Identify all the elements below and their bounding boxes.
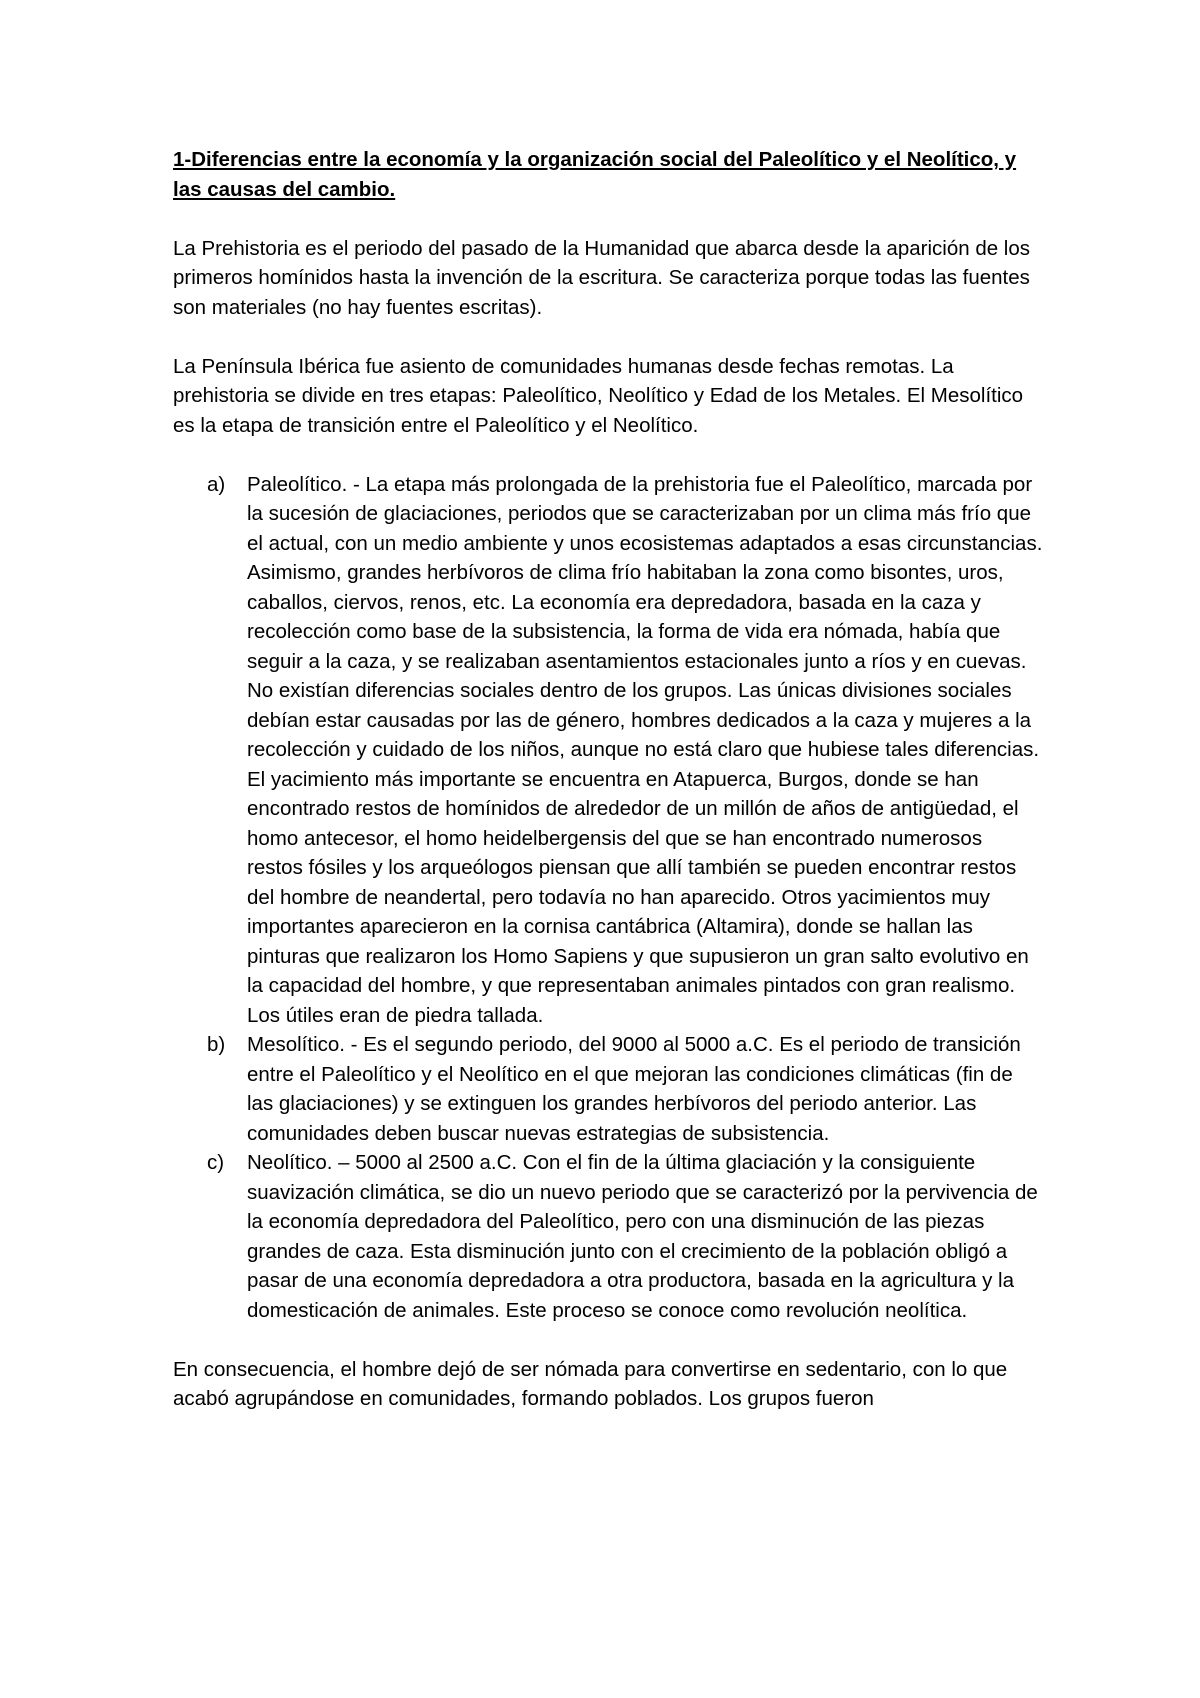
list-item-paleolitico [173,470,1043,1031]
intro-paragraph-prehistoria: La Prehistoria es el periodo del pasado de la Humanidad que abarca desde la aparición de los primeros homínidos hasta la invención de la escritura. Se caracteriza porque todas las fuentes son materiales (no hay fuentes escritas). [173,236,1031,319]
list-item-mesolitico [173,1030,1043,1148]
intro-paragraph-peninsula: La Península Ibérica fue asiento de comunidades humanas desde fechas remotas. La prehistoria se divide en tres etapas: Paleolítico, Neolítico y Edad de los Metales. El Mesolítico es la etapa de transición entre el Paleolítico y el Neolítico. [173,354,1024,437]
closing-paragraph: En consecuencia, el hombre dejó de ser nómada para convertirse en sedentario, con lo que acabó agrupándose en comunidades, formando poblados. Los grupos fueron [173,1357,1008,1410]
list-marker: a) [207,472,226,496]
list-item-text: Neolítico. – 5000 al 2500 a.C. Con el fin de la última glaciación y la consiguiente suavización climática, se dio un nuevo periodo que se caracterizó por la pervivencia de la economía depredadora del Paleolítico, pero con una disminución de las piezas grandes de caza. Esta disminución junto con el crecimiento de la población obligó a pasar de una economía depredadora a otra productora, basada en la agricultura y la domesticación de animales. Este proceso se conoce como revolución neolítica. [247,1151,1038,1322]
document-body [173,145,1043,1414]
list-marker: b) [207,1033,226,1056]
list-item-text: Mesolítico. - Es el segundo periodo, del 9000 al 5000 a.C. Es el periodo de transición entre el Paleolítico y el Neolítico en el que mejoran las condiciones climáticas (fin de las glaciaciones) y se extinguen los grandes herbívoros del periodo anterior. Las comunidades deben buscar nuevas estrategias de subsistencia. [247,1033,1021,1145]
list-item-text: Paleolítico. - La etapa más prolongada de la prehistoria fue el Paleolítico, marcada por la sucesión de glaciaciones, periodos que se caracterizaban por un clima más frío que el actual, con un medio ambiente y unos ecosistemas adaptados a esas circunstancias. Asimismo, grandes herbívoros de clima frío habitaban la zona como bisontes, uros, caballos, ciervos, renos, etc. La economía era depredadora, basada en la caza y recolección como base de la subsistencia, la forma de vida era nómada, había que seguir a la caza, y se realizaban asentamientos estacionales junto a ríos y en cuevas. No existían diferencias sociales dentro de los grupos. Las únicas divisiones sociales debían estar causadas por las de género, hombres dedicados a la caza y mujeres a la recolección y cuidado de los niños, aunque no está claro que hubiese tales diferencias. El yacimiento más importante se encuentra en Atapuerca, Burgos, donde se han encontrado restos de homínidos de alrededor de un millón de años de antigüedad, el homo antecesor, el homo heidelbergensis del que se han encontrado numerosos restos fósiles y los arqueólogos piensan que allí también se pueden encontrar restos del hombre de neandertal, pero todavía no han aparecido. Otros yacimientos muy importantes aparecieron en la cornisa cantábrica (Altamira), donde se hallan las pinturas que realizaron los Homo Sapiens y que supusieron un gran salto evolutivo en la capacidad del hombre, y que representaban animales pintados con gran realismo. Los útiles eran de piedra tallada. [247,472,1043,1027]
list-item-neolitico [173,1148,1043,1325]
periods-list [173,470,1043,1326]
section-heading: 1-Diferencias entre la economía y la organización social del Paleolítico y el Neolítico, y las causas del cambio. [173,148,1017,201]
list-marker: c) [207,1151,225,1174]
